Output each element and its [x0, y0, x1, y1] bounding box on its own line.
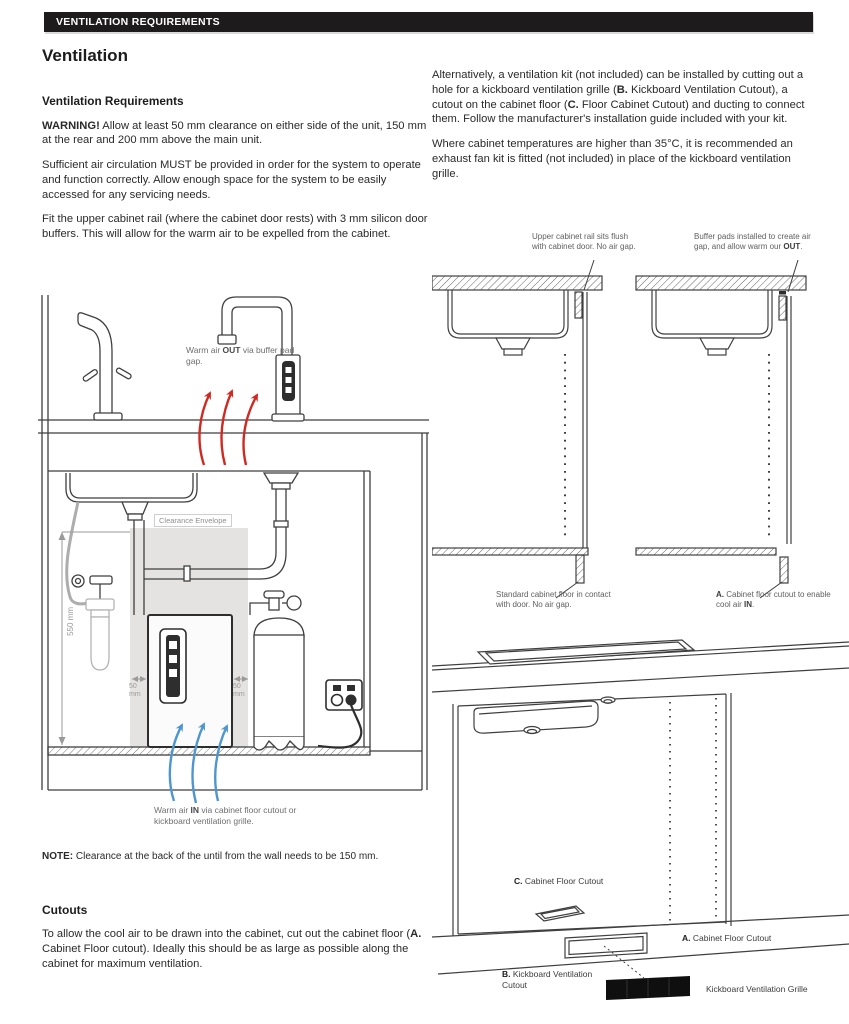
- dimension-50mm-left-label: 50 mm: [129, 683, 141, 699]
- cutouts-paragraph: To allow the cool air to be drawn into the cabinet, cut out the cabinet floor (A. Cabinet Floor cutout). Ideally this should be as large as possible along the cabinet for maximum ventilation.: [42, 928, 422, 970]
- cabinet-floor-cutout-c-label: C. Cabinet Floor Cutout: [514, 876, 604, 886]
- section-banner-text: VENTILATION REQUIREMENTS: [56, 16, 220, 28]
- dimension-50mm-right-label: 50 mm: [233, 683, 245, 699]
- kickboard-cutout-b-label: B. Kickboard Ventilation Cutout: [502, 969, 593, 991]
- cabinet-cross-section-diagram: [432, 232, 849, 630]
- cabinet-temperature-paragraph: Where cabinet temperatures are higher than 35°C, it is recommended an exhaust fan kit is fitted (not included) in place of the kickboard ventilation grille.: [432, 138, 793, 180]
- page-title: Ventilation: [42, 46, 128, 65]
- ventilation-kit-paragraph: Alternatively, a ventilation kit (not included) can be installed by cutting out a hole for a kickboard ventilation grille (B. Kickboard Ventilation Cutout), a cutout on the cabinet floor (C. Floor Cabinet Cutout) and ducting to connect them. Follow the manufacturer's installation guide included with your kit.: [432, 69, 805, 126]
- countertop-perspective: [432, 640, 849, 692]
- cabinet-floor-cutout-a-label: A. Cabinet Floor Cutout: [682, 933, 772, 943]
- section-no-air-gap: [432, 260, 602, 598]
- warm-air-in-label: Warm air IN via cabinet floor cutout or kickboard ventilation grille.: [154, 805, 297, 826]
- air-circulation-paragraph: Sufficient air circulation MUST be provided in order for the system to operate and function correctly. Allow enough space for the system to be easily accessed for any servicing needs.: [42, 159, 421, 201]
- kickboard-grille-image: [606, 976, 690, 1000]
- cutouts-heading: Cutouts: [42, 903, 88, 917]
- upper-rail-label: Upper cabinet rail sits flush with cabinet door. No air gap.: [532, 232, 636, 252]
- right-column: [432, 68, 820, 191]
- section-banner: [44, 12, 813, 32]
- under-sink-line-art: [36, 285, 431, 845]
- co2-cylinder: [250, 591, 304, 750]
- cabinet-3d-line-art: [432, 636, 849, 1024]
- under-sink-diagram: [36, 285, 431, 845]
- kickboard-grille-label: Kickboard Ventilation Grille: [706, 984, 808, 994]
- mixer-tap: [78, 313, 132, 420]
- note-text: NOTE: Clearance at the back of the until from the wall needs to be 150 mm.: [42, 851, 379, 862]
- ventilation-requirements-heading: Ventilation Requirements: [42, 94, 184, 108]
- clearance-envelope-label: Clearance Envelope: [154, 514, 232, 527]
- cross-section-line-art: [432, 232, 849, 630]
- floor-cutout-label: A. Cabinet floor cutout to enable cool air IN.: [716, 590, 831, 610]
- main-unit: [148, 615, 232, 747]
- warning-paragraph: WARNING! Allow at least 50 mm clearance on either side of the unit, 150 mm at the rear and 200 mm above the main unit.: [42, 119, 427, 147]
- power-outlet: [318, 680, 362, 748]
- dimension-550mm-label: 550 mm: [66, 607, 75, 636]
- warm-air-out-arrows: [199, 391, 257, 465]
- section-with-cutout: [636, 260, 806, 598]
- warning-word: WARNING!: [42, 119, 100, 132]
- buffer-pads-label: Buffer pads installed to create air gap, and allow warm our OUT.: [694, 232, 811, 252]
- cabinet-3d-diagram: [432, 636, 849, 1024]
- warm-air-out-label: Warm air OUT via buffer pad gap.: [186, 345, 295, 366]
- kickboard-band: [432, 906, 849, 978]
- cabinet-rail-paragraph: Fit the upper cabinet rail (where the cabinet door rests) with 3 mm silicon door buffers. This will allow for the warm air to be expelled from the cabinet.: [42, 213, 428, 241]
- standard-floor-label: Standard cabinet floor in contact with door. No air gap.: [496, 590, 611, 610]
- water-filter: [72, 575, 114, 670]
- left-column: [42, 94, 428, 252]
